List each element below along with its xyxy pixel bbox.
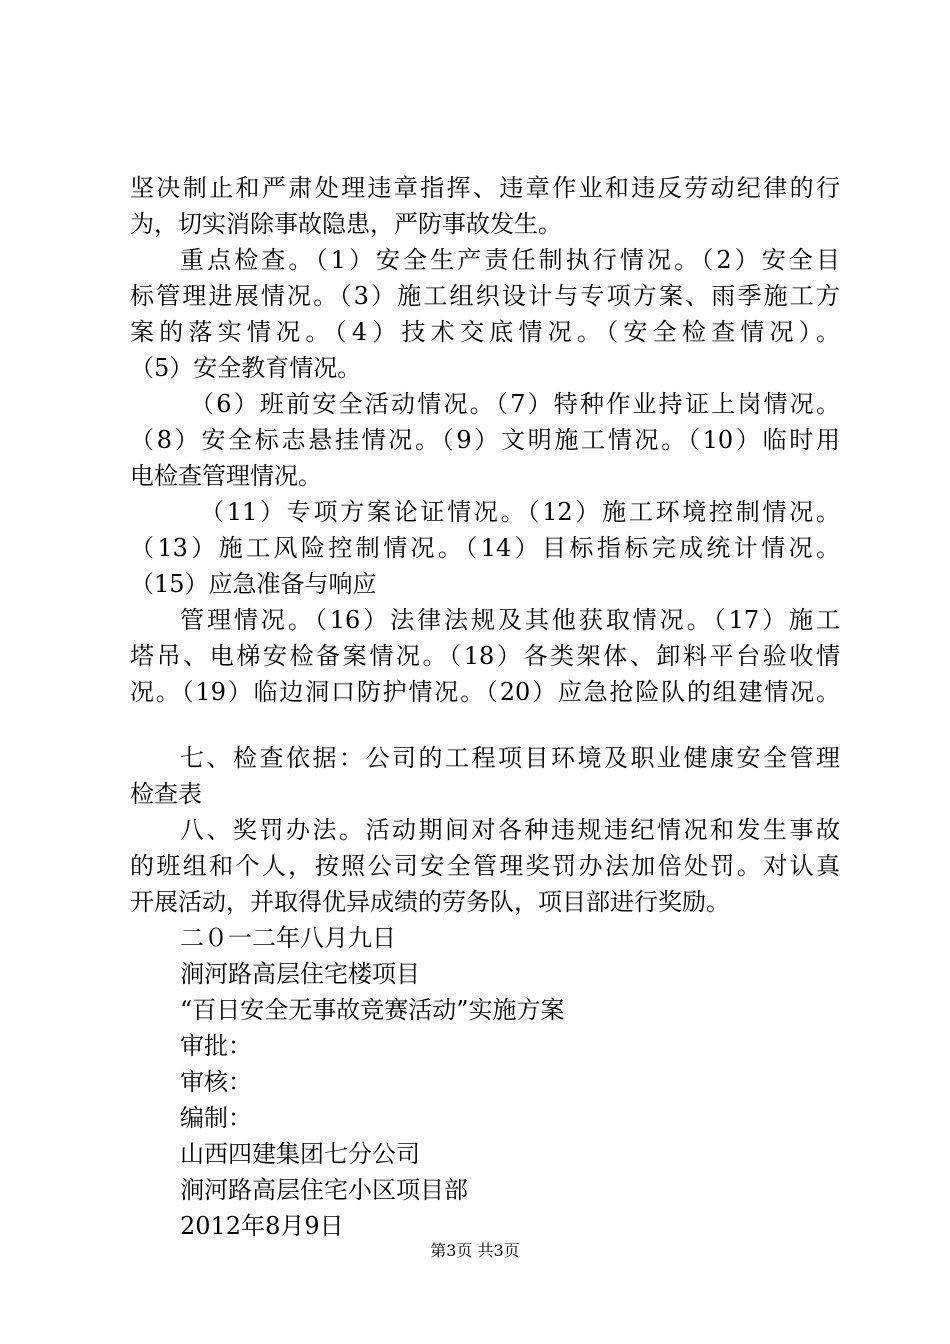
text-line: （6）班前安全活动情况。（7）特种作业持证上岗情况。 (190, 390, 840, 418)
text-line: 塔吊、电梯安检备案情况。（18）各类架体、卸料平台验收情 (130, 642, 840, 670)
text-line: （5）安全教育情况。 (130, 354, 362, 382)
text-line: 检查表 (130, 780, 202, 808)
text-line: 管理情况。（16）法律法规及其他获取情况。（17）施工 (180, 606, 840, 634)
text-line: 电检查管理情况。 (130, 462, 322, 490)
text-line: 案的落实情况。（4）技术交底情况。（安全检查情况）。 (130, 318, 840, 346)
text-line: 的班组和个人，按照公司安全管理奖罚办法加倍处罚。对认真 (130, 852, 840, 880)
department-name: 涧河路高层住宅小区项目部 (180, 1176, 468, 1204)
text-line: 七、检查依据：公司的工程项目环境及职业健康安全管理 (180, 744, 840, 772)
text-line: 坚决制止和严肃处理违章指挥、违章作业和违反劳动纪律的行 (130, 174, 840, 202)
text-line: （15）应急准备与响应 (130, 570, 377, 598)
date-line: 二０一二年八月九日 (180, 924, 396, 952)
text-line: 八、奖罚办法。活动期间对各种违规违纪情况和发生事故 (180, 816, 840, 844)
text-line: 重点检查。（1）安全生产责任制执行情况。（2）安全目 (180, 246, 840, 274)
plan-title: “百日安全无事故竞赛活动”实施方案 (180, 996, 565, 1024)
text-line: （13）施工风险控制情况。（14）目标指标完成统计情况。 (130, 534, 840, 562)
text-line: （8）安全标志悬挂情况。（9）文明施工情况。（10）临时用 (130, 426, 840, 454)
paragraph-gap (130, 710, 840, 740)
approval-label: 审批： (180, 1032, 252, 1060)
text-line: 况。（19）临边洞口防护情况。（20）应急抢险队的组建情况。 (130, 678, 840, 706)
text-line: 标管理进展情况。（3）施工组织设计与专项方案、雨季施工方 (130, 282, 840, 310)
page-number-footer: 第3页 共3页 (430, 1241, 520, 1260)
document-body (130, 170, 840, 1244)
text-line: 开展活动，并取得优异成绩的劳务队，项目部进行奖励。 (130, 888, 730, 916)
review-label: 审核： (180, 1068, 252, 1096)
project-name: 涧河路高层住宅楼项目 (180, 960, 420, 988)
compiler-label: 编制： (180, 1104, 252, 1132)
signature-date: 2012年8月9日 (180, 1212, 344, 1240)
company-name: 山西四建集团七分公司 (180, 1140, 420, 1168)
text-line: （11）专项方案论证情况。（12）施工环境控制情况。 (200, 498, 840, 526)
text-line: 为，切实消除事故隐患，严防事故发生。 (130, 210, 562, 238)
